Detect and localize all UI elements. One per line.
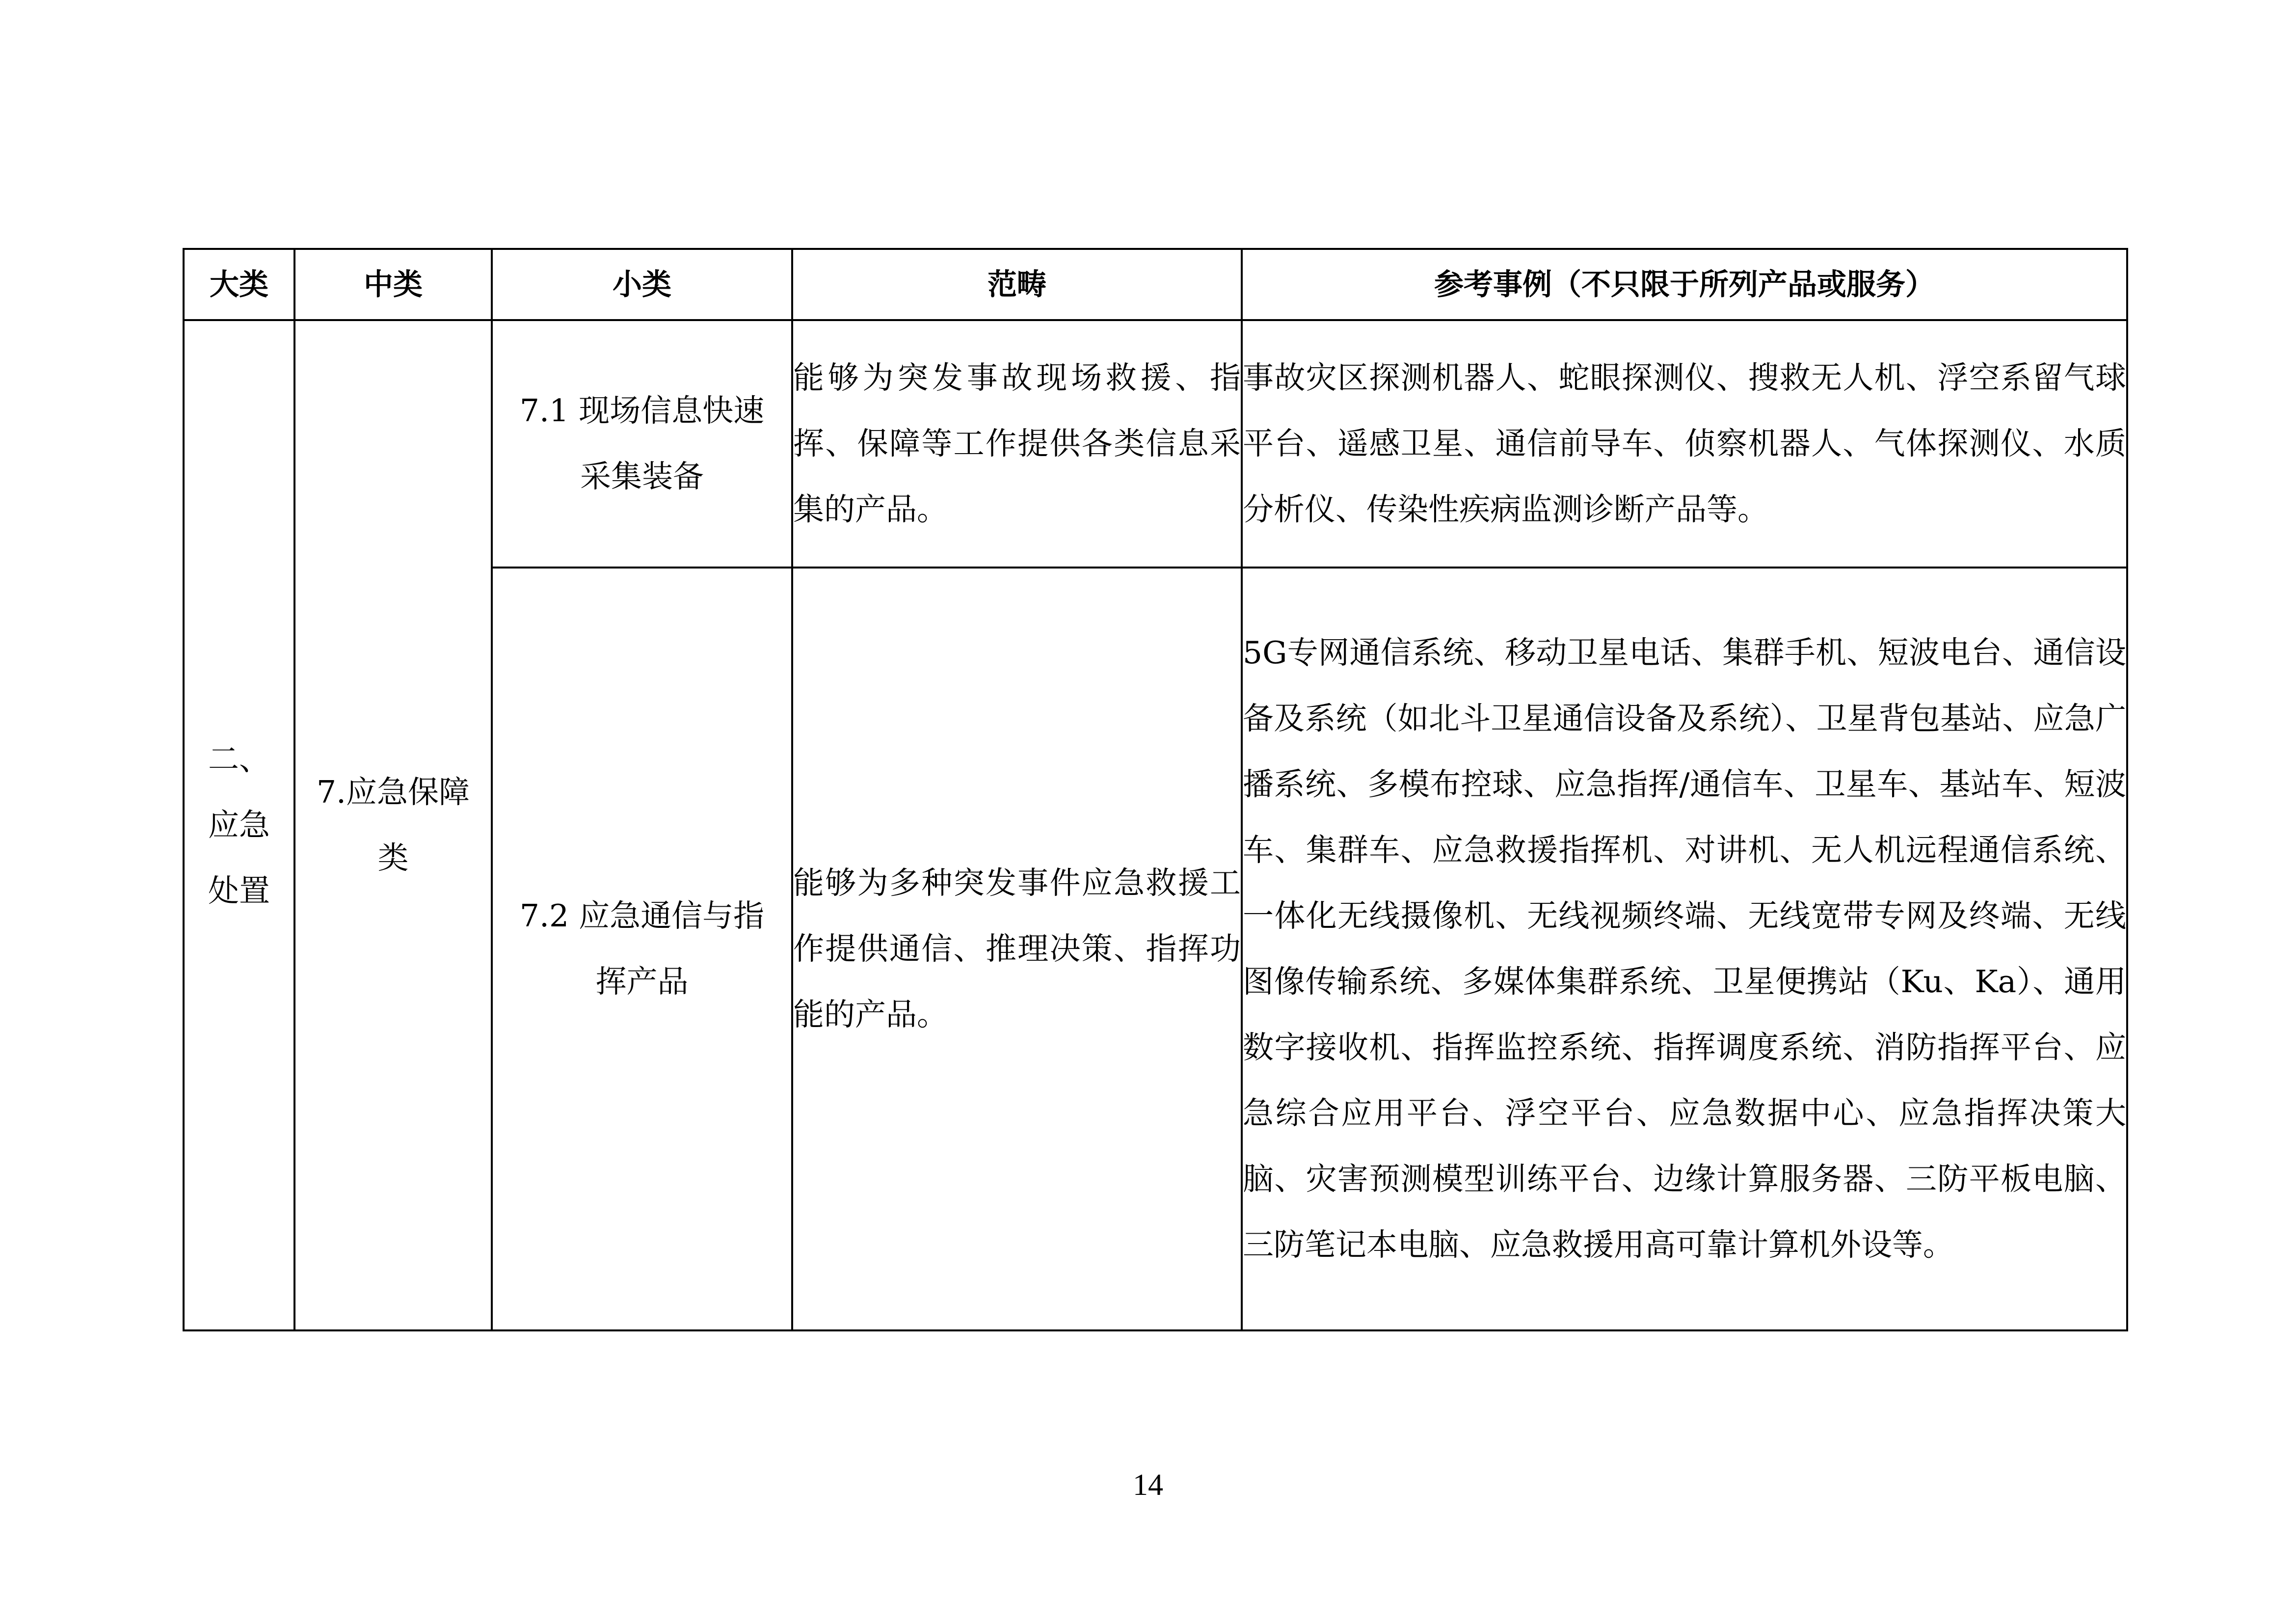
major-category-line: 处置 — [208, 873, 270, 909]
minor-category-cell — [492, 320, 792, 568]
examples-cell: 5G专网通信系统、移动卫星电话、集群手机、短波电台、通信设备及系统（如北斗卫星通信设备及系统）、卫星背包基站、应急广播系统、多模布控球、应急指挥/通信车、卫星车、基站车、短波车、集群车、应急救援指挥机、对讲机、无人机远程通信系统、一体化无线摄像机、无线视频终端、无线宽带专网及终端、无线图像传输系统、多媒体集群系统、卫星便携站（Ku、Ka）、通用数字接收机、指挥监控系统、指挥调度系统、消防指挥平台、应急综合应用平台、浮空平台、应急数据中心、应急指挥决策大脑、灾害预测模型训练平台、边缘计算服务器、三防平板电脑、三防笔记本电脑、应急救援用高可靠计算机外设等。 — [1242, 568, 2127, 1330]
minor-category-line: 7.1 现场信息快速 — [519, 393, 765, 429]
minor-category-line: 7.2 应急通信与指 — [519, 898, 765, 934]
page-number: 14 — [1133, 1468, 1163, 1502]
header-examples: 参考事例（不只限于所列产品或服务） — [1242, 249, 2127, 320]
scope-cell: 能够为多种突发事件应急救援工作提供通信、推理决策、指挥功能的产品。 — [792, 568, 1242, 1330]
minor-category-line: 挥产品 — [595, 964, 689, 1000]
header-minor-category: 小类 — [492, 249, 792, 320]
examples-cell: 事故灾区探测机器人、蛇眼探测仪、搜救无人机、浮空系留气球平台、遥感卫星、通信前导车、侦察机器人、气体探测仪、水质分析仪、传染性疾病监测诊断产品等。 — [1242, 320, 2127, 568]
minor-category-line: 采集装备 — [580, 459, 704, 494]
catalog-table — [183, 248, 2128, 1331]
middle-category-cell — [294, 320, 492, 1330]
scope-cell: 能够为突发事故现场救援、指挥、保障等工作提供各类信息采集的产品。 — [792, 320, 1242, 568]
header-middle-category: 中类 — [294, 249, 492, 320]
header-row — [184, 249, 2127, 320]
major-category-cell — [184, 320, 294, 1330]
middle-category-line: 类 — [377, 840, 409, 876]
table-row — [184, 320, 2127, 568]
major-category-line: 二、 — [208, 741, 270, 777]
major-category-line: 应急 — [208, 807, 270, 843]
header-major-category: 大类 — [184, 249, 294, 320]
header-scope: 范畴 — [792, 249, 1242, 320]
middle-category-line: 7.应急保障 — [316, 774, 470, 810]
minor-category-cell — [492, 568, 792, 1330]
